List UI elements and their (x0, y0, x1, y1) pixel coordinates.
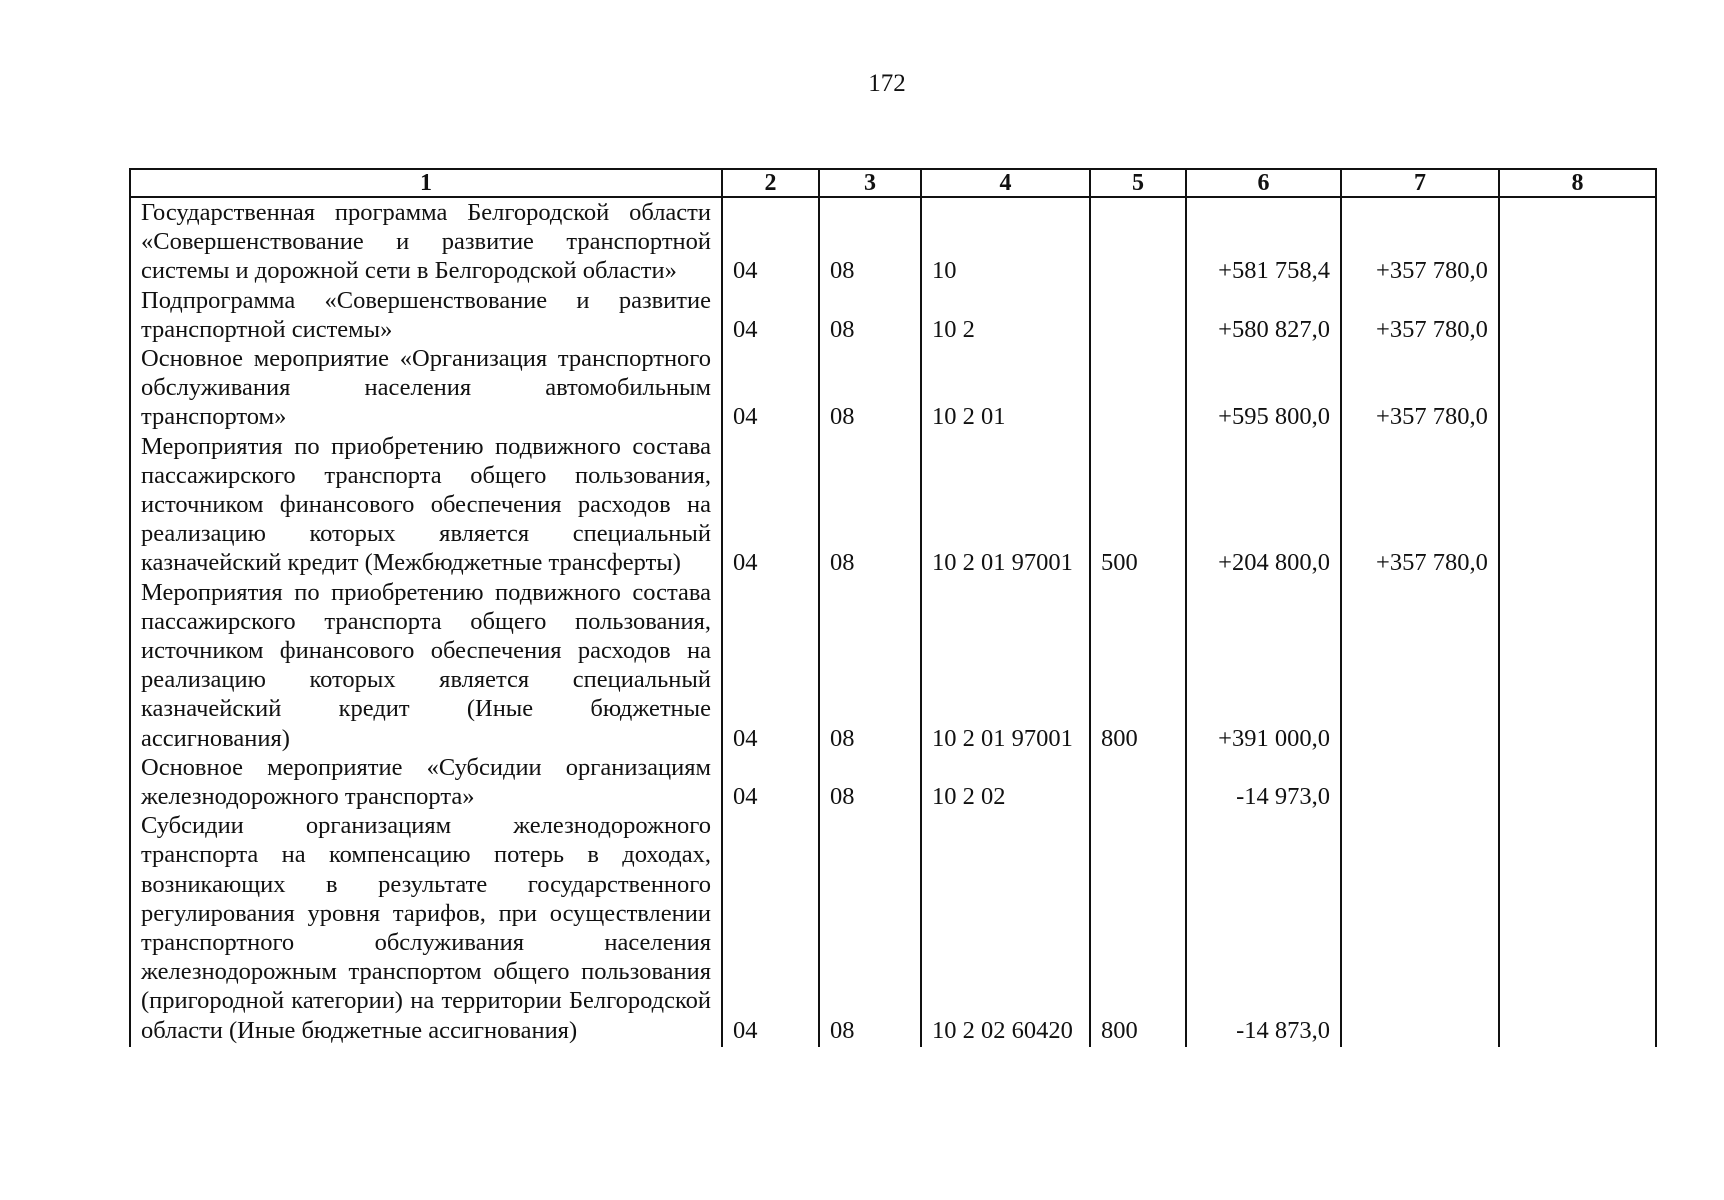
row-amount-col7 (1341, 753, 1499, 811)
row-section-code: 04 (722, 197, 819, 286)
row-amount-col6: +204 800,0 (1186, 432, 1341, 578)
row-subsection-code: 08 (819, 753, 921, 811)
row-section-code: 04 (722, 286, 819, 344)
table-row (130, 286, 1656, 344)
row-amount-col6: -14 973,0 (1186, 753, 1341, 811)
row-name: Субсидии организациям железнодорожного транспорта на компенсацию потерь в доходах, возникающих в результате государственного регулирования уровня тарифов, при осуществлении транспортного обслуживания населения железнодорожным транспортом общего пользования (пригородной категории) на территории Белгородской области (Иные бюджетные ассигнования) (130, 811, 722, 1047)
budget-table (129, 168, 1657, 1047)
column-header-3: 3 (819, 169, 921, 197)
row-expense-type (1090, 753, 1186, 811)
row-target-article: 10 2 (921, 286, 1090, 344)
row-target-article: 10 2 01 97001 (921, 578, 1090, 753)
row-expense-type (1090, 197, 1186, 286)
row-name: Государственная программа Белгородской области «Совершенствование и развитие транспортной системы и дорожной сети в Белгородской области» (130, 197, 722, 286)
table-row (130, 811, 1656, 1047)
row-target-article: 10 (921, 197, 1090, 286)
row-amount-col8 (1499, 753, 1656, 811)
row-section-code: 04 (722, 753, 819, 811)
column-header-2: 2 (722, 169, 819, 197)
row-target-article: 10 2 02 (921, 753, 1090, 811)
table-row (130, 344, 1656, 432)
column-header-1: 1 (130, 169, 722, 197)
row-target-article: 10 2 02 60420 (921, 811, 1090, 1047)
row-amount-col8 (1499, 286, 1656, 344)
row-section-code: 04 (722, 432, 819, 578)
row-subsection-code: 08 (819, 578, 921, 753)
row-subsection-code: 08 (819, 811, 921, 1047)
row-subsection-code: 08 (819, 432, 921, 578)
row-expense-type: 800 (1090, 578, 1186, 753)
row-amount-col6: +391 000,0 (1186, 578, 1341, 753)
row-name: Основное мероприятие «Организация транспортного обслуживания населения автомобильным транспортом» (130, 344, 722, 432)
row-amount-col6: +595 800,0 (1186, 344, 1341, 432)
row-section-code: 04 (722, 578, 819, 753)
row-amount-col8 (1499, 811, 1656, 1047)
row-amount-col6: +581 758,4 (1186, 197, 1341, 286)
table-row (130, 753, 1656, 811)
row-amount-col6: -14 873,0 (1186, 811, 1341, 1047)
row-amount-col7: +357 780,0 (1341, 286, 1499, 344)
row-amount-col7 (1341, 578, 1499, 753)
row-subsection-code: 08 (819, 344, 921, 432)
row-subsection-code: 08 (819, 286, 921, 344)
column-header-6: 6 (1186, 169, 1341, 197)
table-row (130, 578, 1656, 753)
row-amount-col8 (1499, 344, 1656, 432)
row-amount-col8 (1499, 432, 1656, 578)
row-name: Основное мероприятие «Субсидии организациям железнодорожного транспорта» (130, 753, 722, 811)
row-amount-col7: +357 780,0 (1341, 344, 1499, 432)
row-amount-col7: +357 780,0 (1341, 432, 1499, 578)
row-amount-col8 (1499, 197, 1656, 286)
column-header-8: 8 (1499, 169, 1656, 197)
row-subsection-code: 08 (819, 197, 921, 286)
row-amount-col8 (1499, 578, 1656, 753)
table-row (130, 197, 1656, 286)
row-name: Мероприятия по приобретению подвижного состава пассажирского транспорта общего пользования, источником финансового обеспечения расходов на реализацию которых является специальный казначейский кредит (Иные бюджетные ассигнования) (130, 578, 722, 753)
row-amount-col7 (1341, 811, 1499, 1047)
row-amount-col6: +580 827,0 (1186, 286, 1341, 344)
row-expense-type (1090, 286, 1186, 344)
row-name: Мероприятия по приобретению подвижного состава пассажирского транспорта общего пользования, источником финансового обеспечения расходов на реализацию которых является специальный казначейский кредит (Межбюджетные трансферты) (130, 432, 722, 578)
row-expense-type (1090, 344, 1186, 432)
row-target-article: 10 2 01 (921, 344, 1090, 432)
row-expense-type: 500 (1090, 432, 1186, 578)
table-header-row (130, 169, 1656, 197)
row-section-code: 04 (722, 811, 819, 1047)
row-amount-col7: +357 780,0 (1341, 197, 1499, 286)
row-target-article: 10 2 01 97001 (921, 432, 1090, 578)
column-header-7: 7 (1341, 169, 1499, 197)
row-section-code: 04 (722, 344, 819, 432)
page-number: 172 (868, 70, 906, 97)
column-header-4: 4 (921, 169, 1090, 197)
row-expense-type: 800 (1090, 811, 1186, 1047)
table-row (130, 432, 1656, 578)
row-name: Подпрограмма «Совершенствование и развитие транспортной системы» (130, 286, 722, 344)
column-header-5: 5 (1090, 169, 1186, 197)
